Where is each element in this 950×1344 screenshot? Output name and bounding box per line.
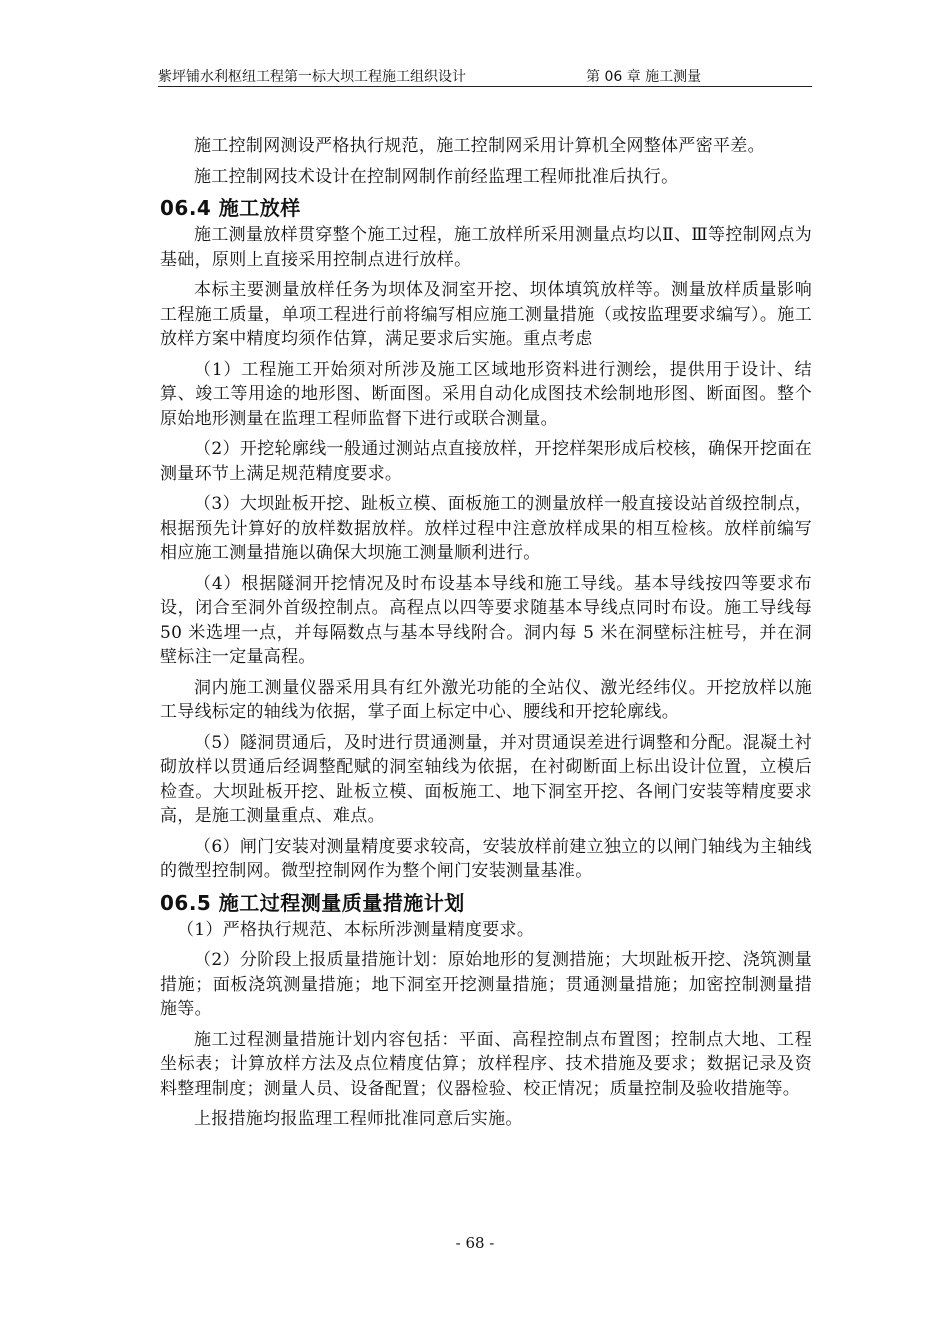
paragraph: 施工过程测量措施计划内容包括：平面、高程控制点布置图；控制点大地、工程坐标表；计算放样方法及点位精度估算；放样程序、技术措施及要求；数据记录及资料整理制度；测量人员、设备配置；仪器检验、校正情况；质量控制及验收措施等。	[160, 1029, 812, 1099]
paragraph: （1）工程施工开始须对所涉及施工区域地形资料进行测绘，提供用于设计、结算、竣工等用途的地形图、断面图。采用自动化成图技术绘制地形图、断面图。整个原始地形测量在监理工程师监督下进行或联合测量。	[160, 359, 812, 429]
section-heading: 06.4 施工放样	[160, 196, 301, 220]
page-number: - 68 -	[455, 1234, 495, 1252]
paragraph: （6）闸门安装对测量精度要求较高，安装放样前建立独立的以闸门轴线为主轴线的微型控制网。微型控制网作为整个闸门安装测量基准。	[160, 836, 812, 881]
paragraph: （2）开挖轮廓线一般通过测站点直接放样，开挖样架形成后校核，确保开挖面在测量环节上满足规范精度要求。	[160, 439, 812, 484]
paragraph: （1）严格执行规范、本标所涉测量精度要求。	[177, 919, 535, 940]
page-body	[160, 134, 812, 1138]
paragraph: 上报措施均报监理工程师批准同意后实施。	[194, 1109, 523, 1129]
paragraph: （2）分阶段上报质量措施计划：原始地形的复测措施；大坝趾板开挖、浇筑测量措施；面板浇筑测量措施；地下洞室开挖测量措施；贯通测量措施；加密控制测量措施等。	[160, 950, 812, 1019]
paragraph: 本标主要测量放样任务为坝体及洞室开挖、坝体填筑放样等。测量放样质量影响工程施工质量，单项工程进行前将编写相应施工测量措施（或按监理要求编写）。施工放样方案中精度均须作估算，满足要求后实施。重点考虑	[160, 280, 812, 349]
paragraph: 施工测量放样贯穿整个施工过程，施工放样所采用测量点均以Ⅱ、Ⅲ等控制网点为基础，原则上直接采用控制点进行放样。	[160, 225, 812, 270]
page-header	[158, 64, 812, 87]
section-heading: 06.5 施工过程测量质量措施计划	[160, 890, 465, 915]
paragraph: 洞内施工测量仪器采用具有红外激光功能的全站仪、激光经纬仪。开挖放样以施工导线标定的轴线为依据，掌子面上标定中心、腰线和开挖轮廓线。	[160, 677, 812, 722]
paragraph: 施工控制网测设严格执行规范，施工控制网采用计算机全网整体严密平差。	[194, 136, 765, 156]
paragraph: （3）大坝趾板开挖、趾板立模、面板施工的测量放样一般直接设站首级控制点，根据预先计算好的放样数据放样。放样过程中注意放样成果的相互检核。放样前编写相应施工测量措施以确保大坝施工测量顺利进行。	[160, 494, 812, 563]
paragraph: （5）隧洞贯通后，及时进行贯通测量，并对贯通误差进行调整和分配。混凝土衬砌放样以贯通后经调整配赋的洞室轴线为依据，在衬砌断面上标出设计位置，立模后检查。大坝趾板开挖、趾板立模、面板施工、地下洞室开挖、各闸门安装等精度要求高，是施工测量重点、难点。	[160, 732, 812, 826]
paragraph: （4）根据隧洞开挖情况及时布设基本导线和施工导线。基本导线按四等要求布设，闭合至洞外首级控制点。高程点以四等要求随基本导线点同时布设。施工导线每 50 米选埋一点，并每隔数点与基本导线附合。洞内每 5 米在洞壁标注桩号，并在洞壁标注一定量高程。	[160, 573, 812, 667]
paragraph: 施工控制网技术设计在控制网制作前经监理工程师批准后执行。	[194, 166, 679, 187]
header-document-title: 紫坪铺水利枢纽工程第一标大坝工程施工组织设计	[158, 69, 466, 85]
header-chapter-title: 第 06 章 施工测量	[586, 69, 702, 85]
